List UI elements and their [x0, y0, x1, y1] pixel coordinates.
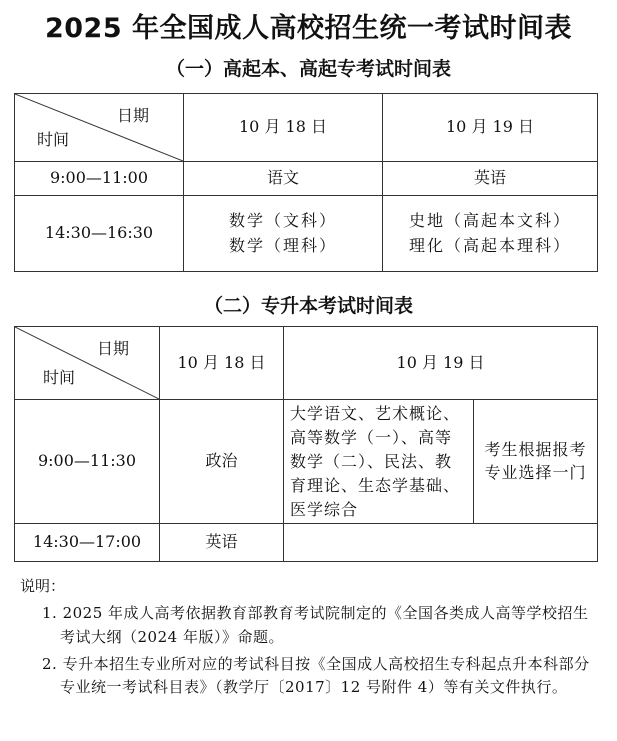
- time-cell: 14:30—16:30: [15, 196, 184, 272]
- table-zhuanshengben-schedule: [14, 326, 598, 562]
- page-title: 2025 年全国成人高校招生统一考试时间表: [44, 13, 573, 44]
- header-date-label: 日期: [96, 339, 129, 358]
- time-cell: 9:00—11:00: [15, 162, 184, 196]
- table-header-row: [15, 327, 598, 400]
- subject-cell: 英语: [160, 524, 284, 562]
- table-header-row: [15, 94, 598, 162]
- section1-heading: （一）高起本、高起专考试时间表: [165, 58, 451, 80]
- subject-line: 理化（高起本理科）: [408, 235, 571, 255]
- header-time-label: 时间: [37, 130, 70, 150]
- table-row: [15, 400, 598, 524]
- notes-section: [20, 575, 600, 703]
- diagonal-line: [15, 327, 159, 399]
- date-header-1018: 10 月 18 日: [160, 327, 284, 400]
- subject-cell: [383, 196, 598, 272]
- table-row: [15, 162, 598, 196]
- empty-cell: [284, 524, 598, 562]
- time-cell: 14:30—17:00: [15, 524, 160, 562]
- subject-cell: 英语: [383, 162, 598, 196]
- diagonal-header-cell: [15, 94, 184, 162]
- date-header-1019: 10 月 19 日: [284, 327, 598, 400]
- note-item: 1. 2025 年成人高考依据教育部教育考试院制定的《全国各类成人高等学校招生考试大纲（2024 年版）》命题。: [42, 604, 589, 646]
- time-cell: 9:00—11:30: [15, 400, 160, 524]
- table-row: [15, 196, 598, 272]
- header-time-label: 时间: [43, 368, 76, 388]
- table-gaoqi-schedule: [14, 93, 598, 272]
- subject-list-cell: 大学语文、艺术概论、高等数学（一）、高等数学（二）、民法、教育理论、生态学基础、医学综合: [284, 400, 474, 524]
- subject-cell: 语文: [184, 162, 383, 196]
- header-date-label: 日期: [116, 106, 149, 125]
- note-item: 2. 专升本招生专业所对应的考试科目按《全国成人高校招生专科起点升本科部分专业统一考试科目表》（教学厅〔2017〕12 号附件 4）等有关文件执行。: [42, 654, 590, 696]
- table-row: [15, 524, 598, 562]
- section2-heading: （二）专升本考试时间表: [203, 295, 413, 317]
- selection-note-cell: 考生根据报考专业选择一门: [474, 400, 598, 524]
- subject-line: 数学（理科）: [228, 235, 337, 255]
- subject-cell: 政治: [160, 400, 284, 524]
- subject-line: 数学（文科）: [228, 210, 337, 230]
- diagonal-header-cell: [15, 327, 160, 400]
- date-header-1019: 10 月 19 日: [383, 94, 598, 162]
- notes-heading: 说明：: [20, 577, 66, 595]
- subject-line: 史地（高起本文科）: [408, 210, 571, 230]
- subject-cell: [184, 196, 383, 272]
- date-header-1018: 10 月 18 日: [184, 94, 383, 162]
